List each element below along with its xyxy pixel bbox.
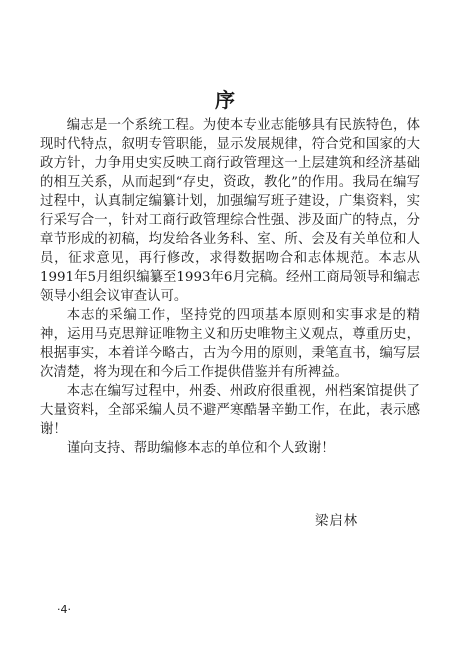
page-title: 序 [215,88,235,112]
preface-body [40,116,420,458]
paragraph-1: 编志是一个系统工程。为使本专业志能够具有民族特色，体现时代特点，叙明专管职能，显示发展规律，符合党和国家的大政方针，力争用史实反映工商行政管理这一上层建筑和经济基础的相互关系，从而起到“存史，资政，教化”的作用。我局在编写过程中，认真制定编纂计划，加强编写班子建设，广集资料，实行采写合一，针对工商行政管理综合性强、涉及面广的特点，分章节形成的初稿，均发给各业务科、室、所、会及有关单位和人员，征求意见，再行修改，求得数据吻合和志体规范。本志从1991年5月组织编纂至1993年6月完稿。经州工商局领导和编志领导小组会议审查认可。 [40,118,420,304]
paragraph-3: 本志在编写过程中，州委、州政府很重视，州档案馆提供了大量资料，全部采编人员不避严寒酷暑辛勤工作，在此，表示感谢！ [40,384,420,437]
page-number: ·4· [57,603,71,616]
paragraph-4: 谨向支持、帮助编修本志的单位和个人致谢！ [66,441,335,456]
author-signature: 梁启林 [315,514,359,529]
paragraph-2: 本志的采编工作，坚持党的四项基本原则和实事求是的精神，运用马克思辩证唯物主义和历史唯物主义观点，尊重历史，根据事实，本着详今略古，古为今用的原则，秉笔直书，编写层次清楚，将为现在和今后工作提供借鉴并有所裨益。 [40,308,420,380]
